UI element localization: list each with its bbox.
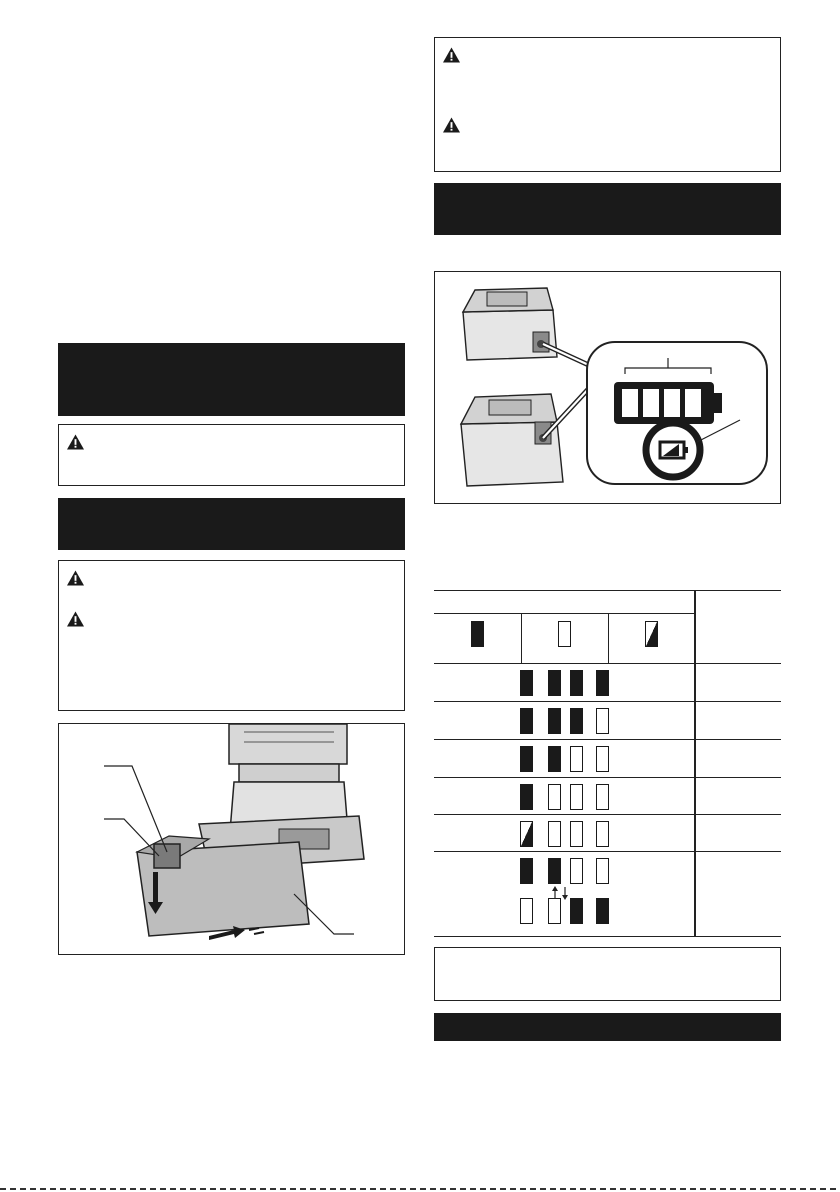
indicator-lamp [596, 821, 609, 847]
table-divider [434, 701, 781, 702]
indicator-lamp [520, 746, 533, 772]
warning-box [434, 37, 781, 172]
legend-lit-symbol [471, 621, 484, 647]
indicator-lamp [596, 670, 609, 696]
warning-triangle-icon [67, 434, 84, 450]
indicator-lamp [548, 708, 561, 734]
indicator-lamp [520, 670, 533, 696]
warning-triangle-icon [67, 570, 84, 586]
indicator-lamp [596, 858, 609, 884]
indicator-lamp [570, 821, 583, 847]
indicator-lamp [570, 784, 583, 810]
indicator-lamp [520, 898, 533, 924]
indicator-lamp [570, 858, 583, 884]
indicator-lamp [570, 708, 583, 734]
note-box [434, 947, 781, 1001]
indicator-lamp [548, 898, 561, 924]
table-divider [434, 851, 781, 852]
table-divider [434, 777, 781, 778]
indicator-lamp [596, 784, 609, 810]
legend-off-symbol [558, 621, 571, 647]
indicator-lamp [548, 670, 561, 696]
battery-indicator-illustration [435, 272, 780, 503]
indicator-lamp [548, 784, 561, 810]
table-divider [434, 739, 781, 740]
table-divider [434, 663, 781, 664]
table-divider [694, 591, 696, 936]
warning-box [58, 424, 405, 486]
warning-triangle-icon [67, 611, 84, 627]
table-divider [434, 613, 694, 614]
table-divider [521, 613, 522, 663]
page-edge [0, 1188, 840, 1190]
indicator-lamp [520, 708, 533, 734]
indicator-lamp [570, 898, 583, 924]
indicator-lamp [520, 784, 533, 810]
indicator-lamp [570, 746, 583, 772]
section-heading-bar [434, 183, 781, 235]
indicator-lamp [548, 821, 561, 847]
section-heading-bar [434, 1013, 781, 1041]
table-divider [608, 613, 609, 663]
warning-box [58, 560, 405, 711]
battery-removal-illustration [59, 724, 404, 954]
warning-triangle-icon [443, 47, 460, 63]
indicator-lamp [596, 898, 609, 924]
table-divider [434, 814, 781, 815]
section-heading-bar [58, 343, 405, 416]
section-heading-bar [58, 498, 405, 550]
indicator-lamp [596, 746, 609, 772]
warning-triangle-icon [443, 117, 460, 133]
arrow-icon [550, 886, 570, 900]
indicator-lamp [520, 858, 533, 884]
indicator-lamp [548, 858, 561, 884]
indicator-lamp [596, 708, 609, 734]
battery-indicator-figure [434, 271, 781, 504]
indicator-lamp [548, 746, 561, 772]
indicator-lamp [520, 821, 533, 847]
indicator-lamp [570, 670, 583, 696]
indicator-table [434, 590, 781, 937]
legend-blinking-symbol [645, 621, 658, 647]
battery-removal-figure [58, 723, 405, 955]
